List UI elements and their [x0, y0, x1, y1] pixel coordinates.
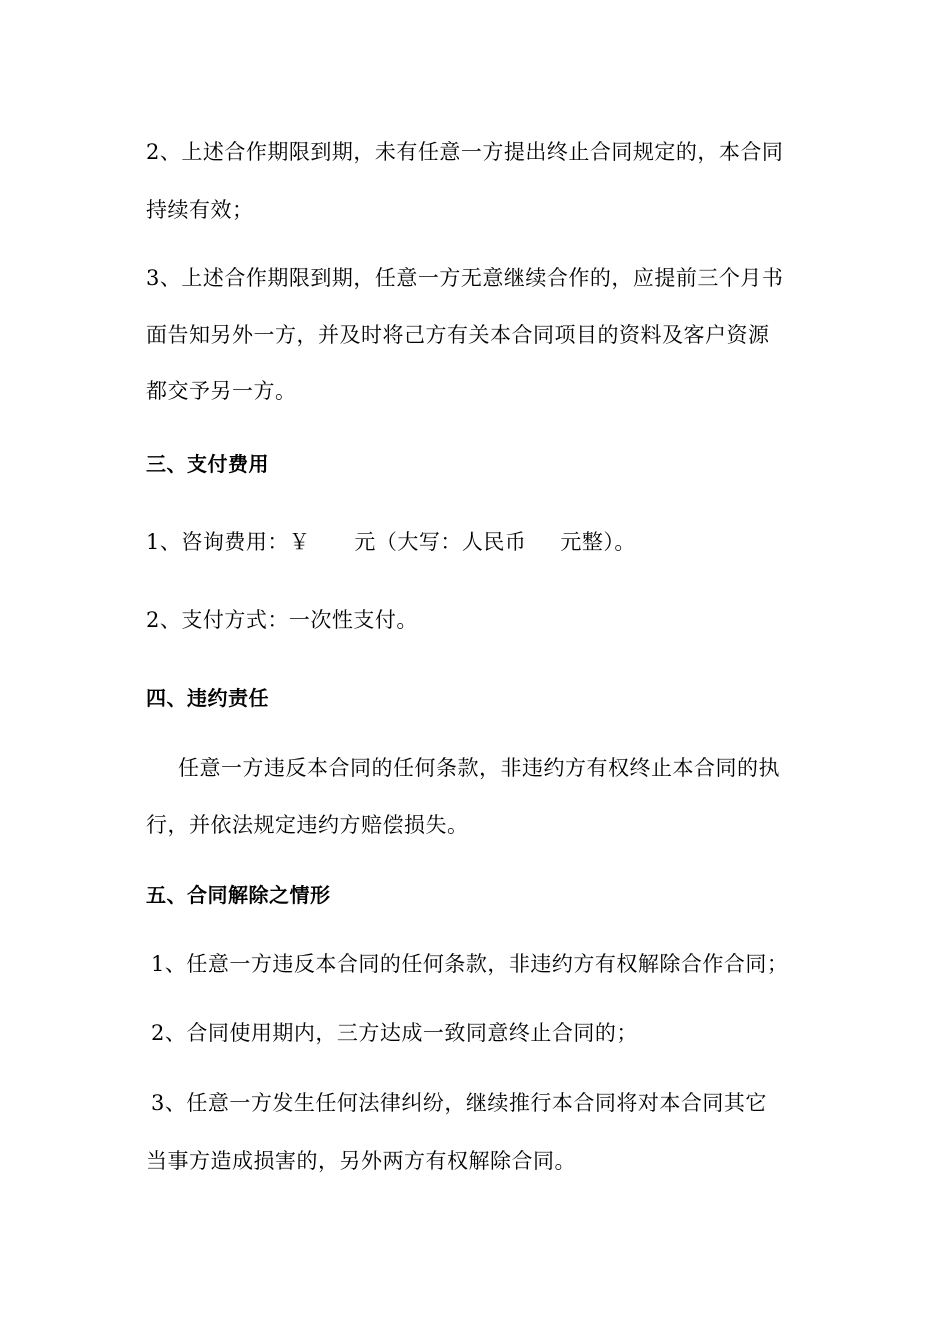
- termination-item-2: 2、合同使用期内，三方达成一致同意终止合同的；: [151, 1021, 638, 1045]
- clause-3-line-2: 面告知另外一方，并及时将己方有关本合同项目的资料及客户资源: [146, 323, 770, 347]
- clause-3-line-3: 都交予另一方。: [146, 379, 297, 403]
- clause-2-line-1: 2、上述合作期限到期，未有任意一方提出终止合同规定的，本合同: [146, 140, 784, 164]
- section-heading-termination: 五、合同解除之情形: [146, 883, 331, 907]
- fee-line: [146, 528, 806, 556]
- payment-method: 2、支付方式：一次性支付。: [146, 608, 418, 632]
- breach-para-line-2: 行，并依法规定违约方赔偿损失。: [146, 813, 469, 837]
- clause-3-line-1: 3、上述合作期限到期，任意一方无意继续合作的，应提前三个月书: [146, 266, 784, 290]
- breach-para-line-1: 任意一方违反本合同的任何条款，非违约方有权终止本合同的执: [178, 756, 780, 780]
- fee-mid: 元（大写：人民币: [354, 530, 527, 554]
- section-heading-breach: 四、违约责任: [146, 686, 269, 710]
- termination-item-1: 1、任意一方违反本合同的任何条款，非违约方有权解除合作合同；: [151, 952, 789, 976]
- fee-label: 1、咨询费用：￥: [146, 530, 311, 554]
- clause-2-line-2: 持续有效；: [146, 198, 254, 222]
- section-heading-payment: 三、支付费用: [146, 452, 269, 476]
- termination-item-3-line-2: 当事方造成损害的，另外两方有权解除合同。: [146, 1149, 576, 1173]
- termination-item-3-line-1: 3、任意一方发生任何法律纠纷，继续推行本合同将对本合同其它: [151, 1091, 767, 1115]
- fee-end: 元整）。: [560, 530, 636, 554]
